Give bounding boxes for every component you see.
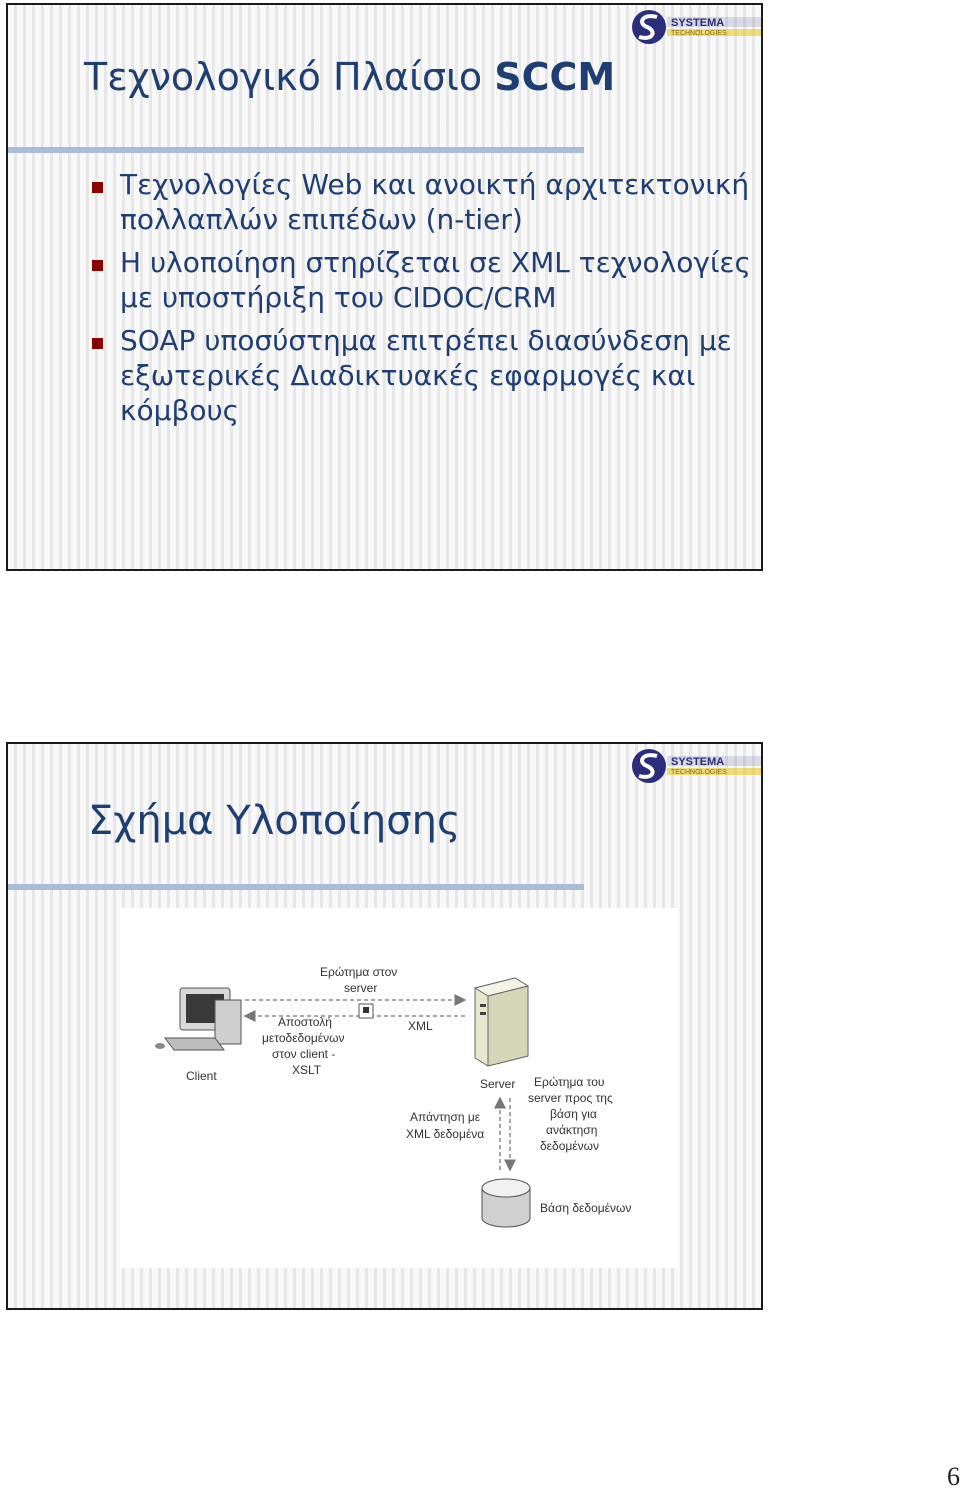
xml-answer-label: Απάντηση με (410, 1110, 481, 1124)
bullet-list (92, 167, 752, 436)
page-number: 6 (947, 1462, 960, 1491)
request-label: Ερώτημα στον (320, 965, 398, 979)
svg-text:μετοδεδομένων: μετοδεδομένων (262, 1031, 345, 1045)
architecture-diagram (120, 908, 678, 1268)
slide-technology-framework (6, 3, 763, 571)
svg-text:δεδομένων: δεδομένων (540, 1139, 600, 1153)
title-divider (8, 147, 584, 153)
svg-text:XML δεδομένα: XML δεδομένα (406, 1127, 485, 1141)
list-item: Η υλοποίηση στηρίζεται σε XML τεχνολογίες με υποστήριξη του CIDOC/CRM (92, 245, 752, 315)
send-metadata-label: Αποστολή (278, 1015, 332, 1029)
systema-logo (629, 744, 761, 788)
title-divider (8, 884, 584, 890)
svg-text:TECHNOLOGIES: TECHNOLOGIES (671, 769, 727, 776)
svg-text:TECHNOLOGIES: TECHNOLOGIES (671, 30, 727, 37)
xml-label: XML (408, 1019, 433, 1033)
server-icon (475, 978, 528, 1066)
client-computer-icon (155, 988, 241, 1050)
database-icon (482, 1179, 530, 1227)
database-label: Βάση δεδομένων (540, 1201, 632, 1215)
square-bullet-icon (92, 338, 103, 349)
svg-text:server: server (344, 981, 378, 995)
square-bullet-icon (92, 182, 103, 193)
slide-title: Τεχνολογικό Πλαίσιο SCCM (84, 55, 616, 99)
client-label: Client (186, 1069, 217, 1083)
list-item: Τεχνολογίες Web και ανοικτή αρχιτεκτονική πολλαπλών επιπέδων (n-tier) (92, 167, 752, 237)
svg-text:XSLT: XSLT (292, 1063, 322, 1077)
svg-text:SYSTEMA: SYSTEMA (671, 17, 725, 29)
slide-implementation-diagram (6, 742, 763, 1310)
svg-text:βάση για: βάση για (550, 1107, 597, 1121)
svg-text:server προς της: server προς της (528, 1091, 613, 1105)
svg-text:ανάκτηση: ανάκτηση (546, 1123, 598, 1137)
slide-title: Σχήμα Υλοποίησης (88, 798, 461, 844)
svg-text:στον client -: στον client - (272, 1047, 336, 1061)
square-bullet-icon (92, 260, 103, 271)
server-query-label: Ερώτημα του (534, 1075, 605, 1089)
svg-text:SYSTEMA: SYSTEMA (671, 756, 725, 768)
systema-logo (629, 5, 761, 49)
list-item: SOAP υποσύστημα επιτρέπει διασύνδεση με εξωτερικές Διαδικτυακές εφαρμογές και κόμβους (92, 323, 752, 428)
server-label: Server (480, 1077, 516, 1091)
